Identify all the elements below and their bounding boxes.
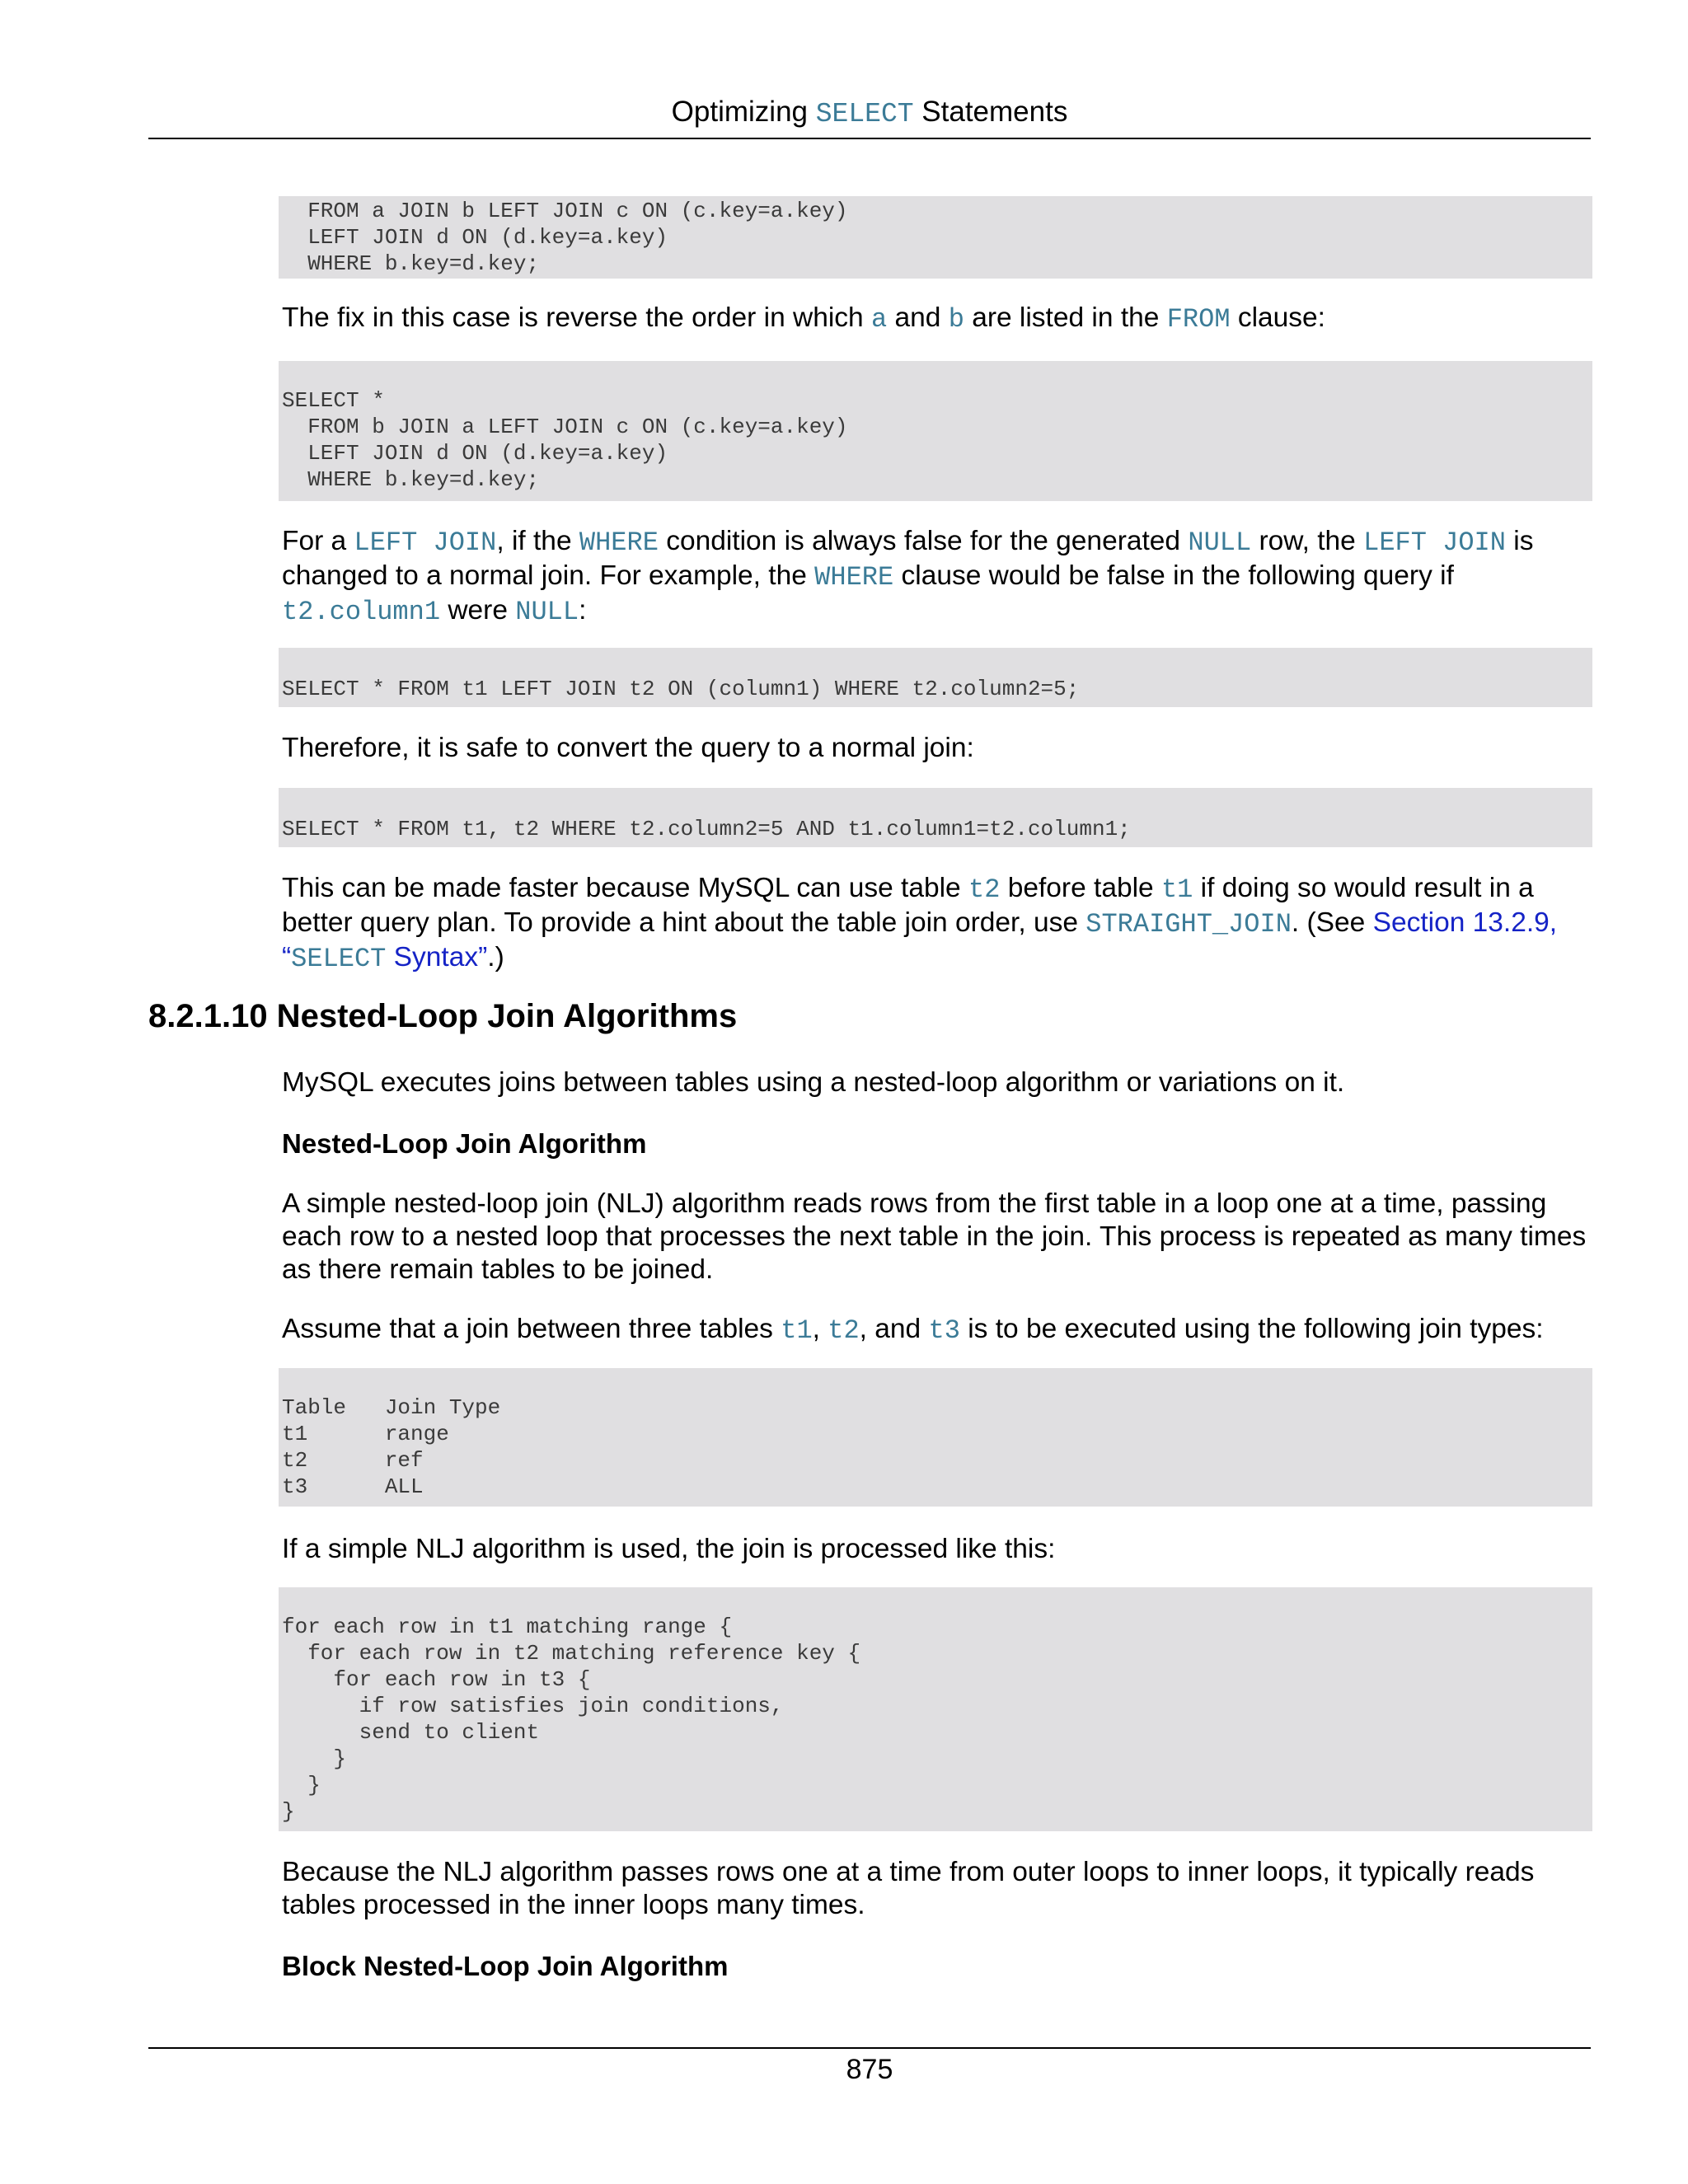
page-header	[148, 92, 1591, 134]
code-ref-t1[interactable]: t1	[1160, 874, 1193, 905]
code-ref-t2[interactable]: t2	[968, 874, 1001, 905]
link-select-syntax[interactable]: Section 13.2.9, “SELECT Syntax”	[282, 907, 1558, 974]
code-block-join-types-table: Table Join Type t1 range t2 ref t3 ALL	[279, 1368, 1592, 1507]
header-title-prefix: Optimizing	[671, 96, 816, 128]
code-ref-left-join-2[interactable]: LEFT JOIN	[1363, 527, 1506, 558]
code-ref-straight-join[interactable]: STRAIGHT_JOIN	[1085, 909, 1292, 940]
paragraph-fix-order: The fix in this case is reverse the order in which a and b are listed in the FROM clause:	[282, 302, 1325, 335]
code-block-nlj-pseudocode: for each row in t1 matching range { for each row in t2 matching reference key { for each row in t3 { if row satisfies join conditions, send to client } } }	[279, 1587, 1592, 1831]
code-block-left-join-query: SELECT * FROM t1 LEFT JOIN t2 ON (column1) WHERE t2.column2=5;	[279, 648, 1592, 707]
paragraph-nlj-reads: Because the NLJ algorithm passes rows one at a time from outer loops to inner loops, it typically reads tables processed in the inner loops many times.	[282, 1857, 1535, 1920]
paragraph-join-types: Assume that a join between three tables t1, t2, and t3 is to be executed using the following join types:	[282, 1314, 1544, 1346]
code-ref-from[interactable]: FROM	[1166, 304, 1231, 335]
code-ref-where[interactable]: WHERE	[579, 527, 659, 558]
subheading-nlj: Nested-Loop Join Algorithm	[282, 1128, 647, 1159]
code-ref-b[interactable]: b	[948, 304, 964, 335]
header-title-code: SELECT	[815, 99, 914, 129]
paragraph-nlj-process: If a simple NLJ algorithm is used, the join is processed like this:	[282, 1534, 1056, 1564]
paragraph-convert: Therefore, it is safe to convert the query to a normal join:	[282, 733, 974, 763]
code-ref-where-2[interactable]: WHERE	[814, 562, 894, 593]
code-ref-t2-table[interactable]: t2	[828, 1315, 860, 1346]
code-ref-t3-table[interactable]: t3	[928, 1315, 960, 1346]
code-block-fixed-query: SELECT * FROM b JOIN a LEFT JOIN c ON (c.key=a.key) LEFT JOIN d ON (d.key=a.key) WHERE b.key=d.key;	[279, 361, 1592, 501]
code-ref-null-2[interactable]: NULL	[515, 597, 579, 627]
code-ref-null[interactable]: NULL	[1188, 527, 1252, 558]
section-title: 8.2.1.10 Nested-Loop Join Algorithms	[148, 998, 738, 1034]
header-title-suffix: Statements	[913, 96, 1068, 128]
page-number: 875	[846, 2054, 893, 2085]
paragraph-faster: This can be made faster because MySQL can use table t2 before table t1 if doing so would result in a better query plan. To provide a hint about the table join order, use STRAIGHT_JOIN. (See Section 13.2.9, “SELECT Syntax”.)	[282, 873, 1558, 974]
header-rule	[148, 138, 1591, 139]
subheading-bnl: Block Nested-Loop Join Algorithm	[282, 1951, 729, 1981]
code-ref-a[interactable]: a	[870, 304, 888, 335]
code-ref-left-join[interactable]: LEFT JOIN	[354, 527, 497, 558]
paragraph-left-join: For a LEFT JOIN, if the WHERE condition is always false for the generated NULL row, the LEFT JOIN is changed to a normal join. For example, the WHERE clause would be false in the following query if t2.column1 were NULL:	[282, 526, 1534, 627]
code-ref-t2-column1[interactable]: t2.column1	[282, 597, 441, 627]
paragraph-nlj-description: A simple nested-loop join (NLJ) algorithm reads rows from the first table in a loop one at a time, passing each row to a nested loop that processes the next table in the join. This process is repeated as many times as there remain tables to be joined.	[282, 1188, 1587, 1285]
footer-rule	[148, 2047, 1591, 2049]
code-ref-t1-table[interactable]: t1	[781, 1315, 813, 1346]
code-block-join-order: FROM a JOIN b LEFT JOIN c ON (c.key=a.key) LEFT JOIN d ON (d.key=a.key) WHERE b.key=d.key;	[279, 196, 1592, 279]
paragraph-intro: MySQL executes joins between tables using a nested-loop algorithm or variations on it.	[282, 1067, 1345, 1098]
code-block-normal-join: SELECT * FROM t1, t2 WHERE t2.column2=5 AND t1.column1=t2.column1;	[279, 788, 1592, 847]
